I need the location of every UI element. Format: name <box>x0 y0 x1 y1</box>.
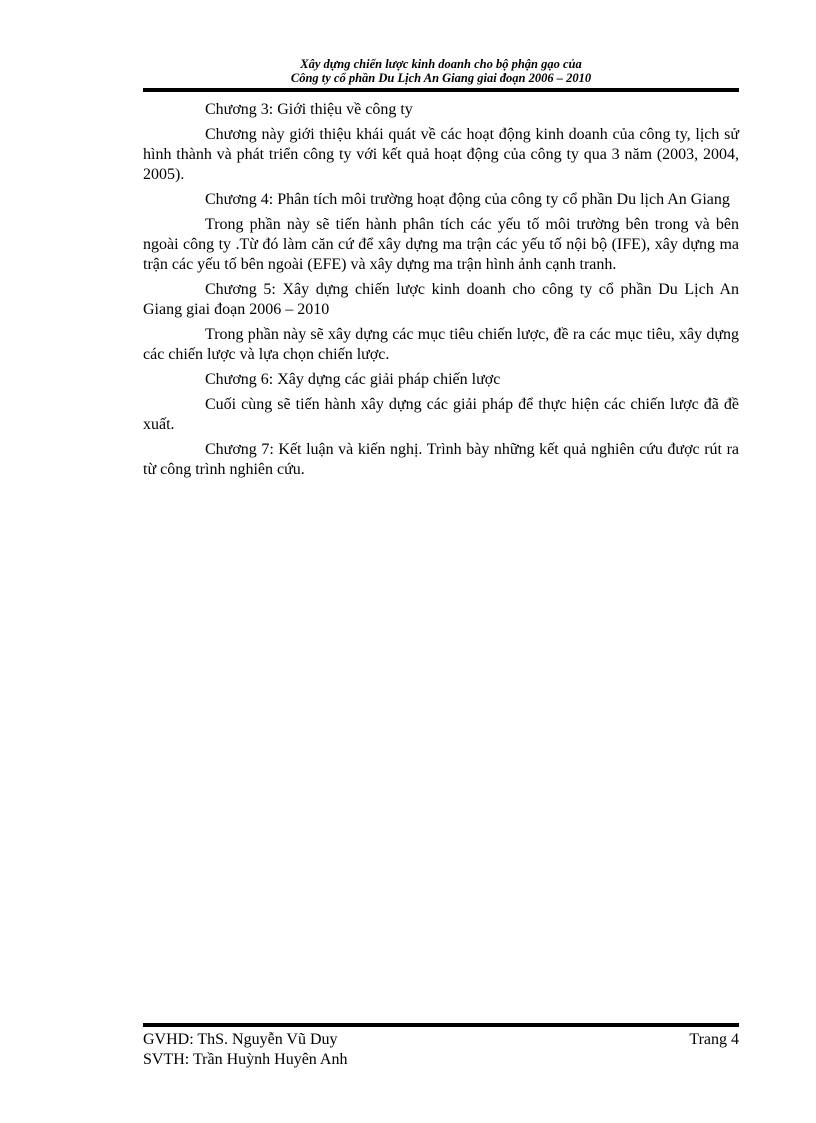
page-number: Trang 4 <box>689 1031 739 1048</box>
paragraph-chapter-4-desc: Trong phần này sẽ tiến hành phân tích các yếu tố môi trường bên trong và bên ngoài công ty .Từ đó làm căn cứ để xây dựng ma trận các yếu tố nội bộ (IFE), xây dựng ma trận các yếu tố bên ngoài (EFE) và xây dựng ma trận hình ảnh cạnh tranh. <box>143 216 739 273</box>
paragraph-chapter-5-desc: Trong phần này sẽ xây dựng các mục tiêu chiến lược, đề ra các mục tiêu, xây dựng các chiến lược và lựa chọn chiến lược. <box>143 326 739 363</box>
footer-student: SVTH: Trần Huỳnh Huyên Anh <box>143 1051 348 1068</box>
footer-rule <box>143 1023 739 1027</box>
footer-advisor: GVHD: ThS. Nguyễn Vũ Duy <box>143 1031 338 1048</box>
paragraph-chapter-3-desc: Chương này giới thiệu khái quát về các hoạt động kinh doanh của công ty, lịch sử hình thành và phát triển công ty với kết quả hoạt động của công ty qua 3 năm (2003, 2004, 2005). <box>143 126 739 183</box>
header-line-1: Xây dựng chiến lược kinh doanh cho bộ phận gạo của <box>300 57 582 71</box>
running-header <box>143 57 739 85</box>
paragraph-chapter-4-title: Chương 4: Phân tích môi trường hoạt động của công ty cổ phần Du lịch An Giang <box>205 191 730 208</box>
paragraph-chapter-7: Chương 7: Kết luận và kiến nghị. Trình bày những kết quả nghiên cứu được rút ra từ công trình nghiên cứu. <box>143 441 739 478</box>
paragraph-chapter-6-desc: Cuối cùng sẽ tiến hành xây dựng các giải pháp để thực hiện các chiến lược đã đề xuất. <box>143 396 739 433</box>
paragraph-chapter-6-title: Chương 6: Xây dựng các giải pháp chiến lược <box>205 371 501 388</box>
running-footer <box>143 1030 739 1070</box>
header-rule <box>143 88 739 92</box>
paragraph-chapter-3-title: Chương 3: Giới thiệu về công ty <box>205 101 413 118</box>
paragraph-chapter-5-title: Chương 5: Xây dựng chiến lược kinh doanh cho công ty cổ phần Du Lịch An Giang giai đoạn 2006 – 2010 <box>143 281 739 318</box>
header-line-2: Công ty cổ phần Du Lịch An Giang giai đoạn 2006 – 2010 <box>290 71 592 85</box>
body-text <box>143 100 739 485</box>
